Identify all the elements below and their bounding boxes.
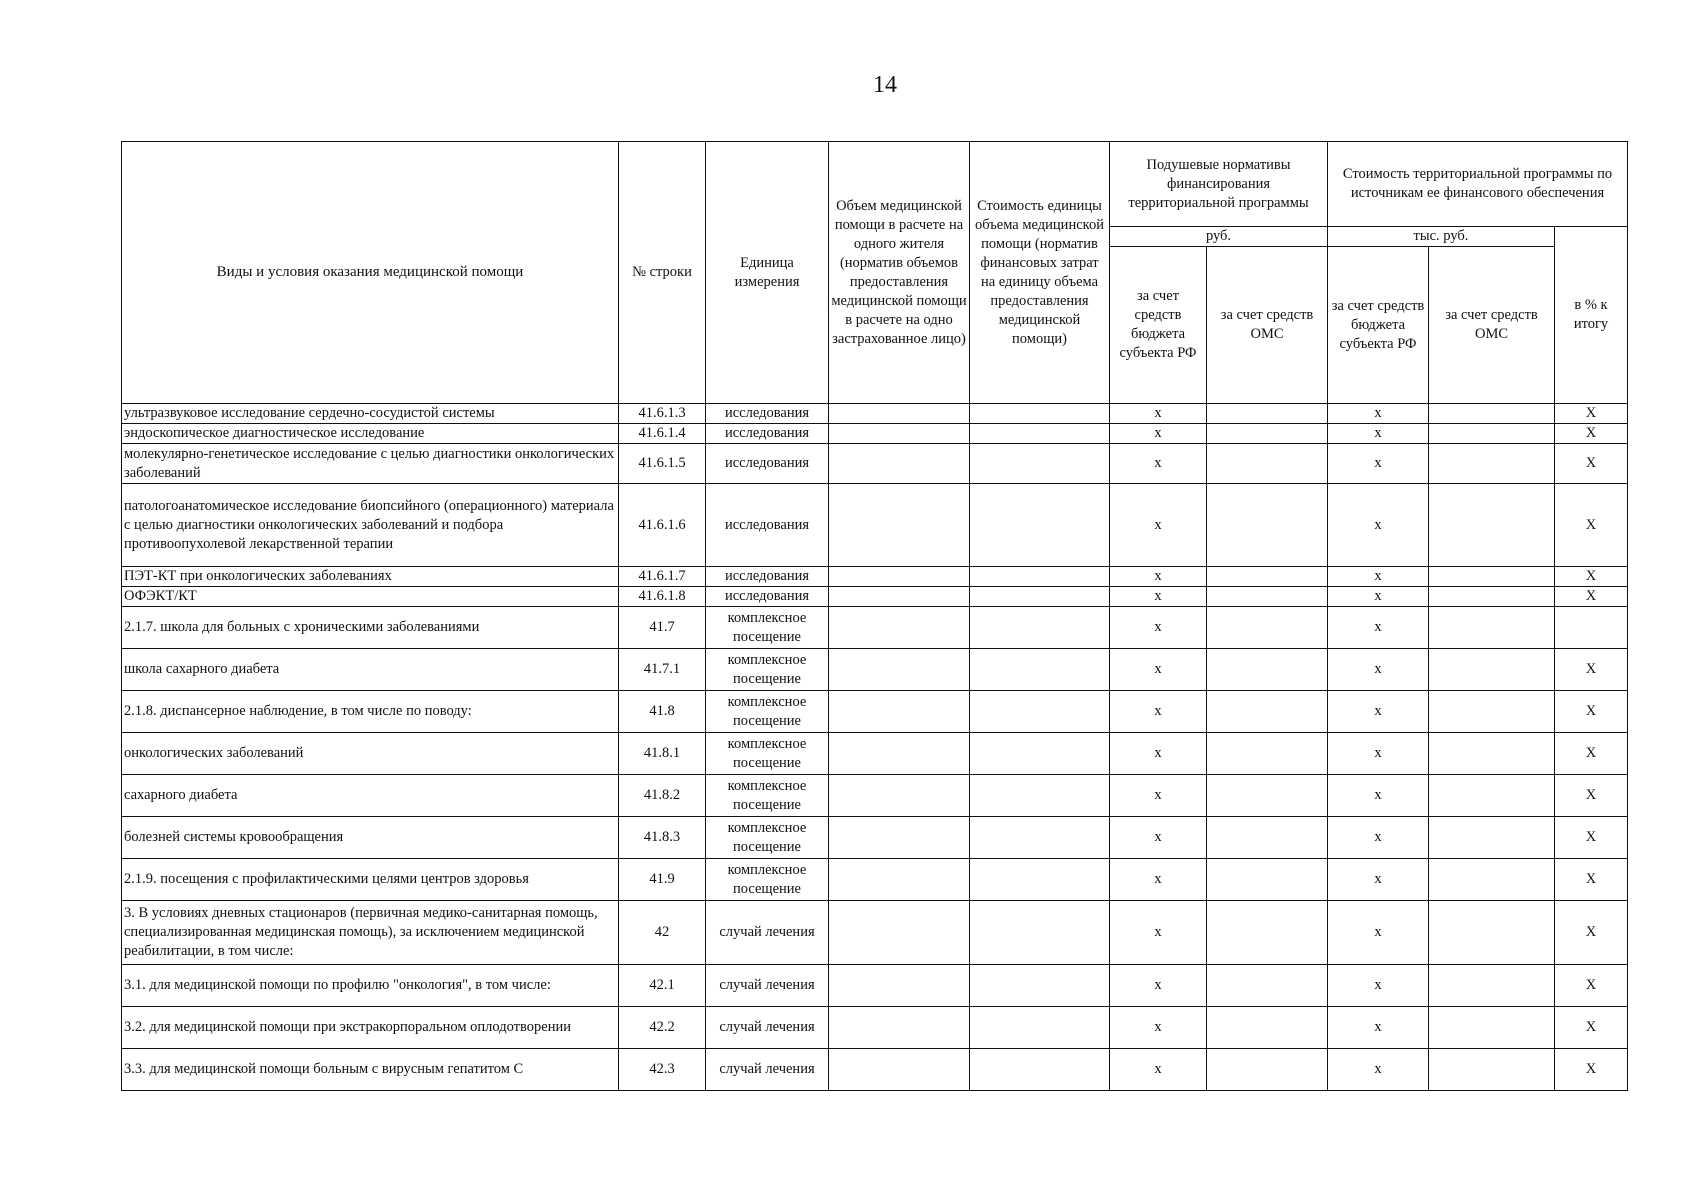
row-budget-thousand-cell: х [1328, 859, 1429, 901]
row-volume-cell [829, 424, 970, 444]
row-budget-thousand-cell: х [1328, 649, 1429, 691]
row-oms-rub-cell [1207, 691, 1328, 733]
row-budget-thousand-cell: х [1328, 691, 1429, 733]
row-unit-cell: исследования [706, 424, 829, 444]
row-oms-rub-cell [1207, 484, 1328, 567]
row-name-cell: 3.1. для медицинской помощи по профилю "онкология", в том числе: [122, 965, 619, 1007]
row-cost-cell [970, 691, 1110, 733]
row-cost-cell [970, 859, 1110, 901]
row-number-cell: 41.7.1 [619, 649, 706, 691]
table-row [122, 691, 1628, 733]
row-oms-thousand-cell [1429, 607, 1555, 649]
table-row [122, 1007, 1628, 1049]
row-percent-cell: Х [1555, 691, 1628, 733]
row-name-cell: 3. В условиях дневных стационаров (первичная медико-санитарная помощь, специализированная медицинская помощь), за исключением медицинской реабилитации, в том числе: [122, 901, 619, 965]
row-unit-cell: случай лечения [706, 901, 829, 965]
table-row [122, 424, 1628, 444]
row-cost-cell [970, 567, 1110, 587]
table-row [122, 1049, 1628, 1091]
row-oms-thousand-cell [1429, 587, 1555, 607]
row-percent-cell: Х [1555, 1049, 1628, 1091]
table-row [122, 607, 1628, 649]
row-cost-cell [970, 1049, 1110, 1091]
row-cost-cell [970, 587, 1110, 607]
row-number-cell: 41.6.1.7 [619, 567, 706, 587]
row-volume-cell [829, 817, 970, 859]
row-percent-cell: Х [1555, 965, 1628, 1007]
row-oms-rub-cell [1207, 965, 1328, 1007]
row-budget-rub-cell: х [1110, 424, 1207, 444]
row-oms-rub-cell [1207, 817, 1328, 859]
row-number-cell: 41.6.1.4 [619, 424, 706, 444]
row-volume-cell [829, 733, 970, 775]
row-percent-cell: Х [1555, 733, 1628, 775]
row-percent-cell: Х [1555, 859, 1628, 901]
header-total-cost: Стоимость территориальной программы по источникам ее финансового обеспечения [1328, 142, 1628, 227]
header-budget-rub: за счет средств бюджета субъекта РФ [1110, 247, 1207, 404]
row-budget-thousand-cell: х [1328, 775, 1429, 817]
row-volume-cell [829, 1049, 970, 1091]
row-cost-cell [970, 484, 1110, 567]
header-volume: Объем медицинской помощи в расчете на одного жителя (норматив объемов предоставления медицинской помощи в расчете на одно застрахованное лицо) [829, 142, 970, 404]
row-budget-rub-cell: х [1110, 587, 1207, 607]
row-number-cell: 41.6.1.8 [619, 587, 706, 607]
row-unit-cell: комплексное посещение [706, 775, 829, 817]
row-budget-thousand-cell: х [1328, 607, 1429, 649]
row-budget-thousand-cell: х [1328, 965, 1429, 1007]
row-oms-thousand-cell [1429, 691, 1555, 733]
header-row-no: № строки [619, 142, 706, 404]
row-oms-rub-cell [1207, 1007, 1328, 1049]
row-volume-cell [829, 649, 970, 691]
row-unit-cell: исследования [706, 404, 829, 424]
row-number-cell: 42 [619, 901, 706, 965]
row-number-cell: 42.1 [619, 965, 706, 1007]
row-name-cell: сахарного диабета [122, 775, 619, 817]
row-number-cell: 41.8 [619, 691, 706, 733]
row-volume-cell [829, 607, 970, 649]
row-oms-thousand-cell [1429, 1007, 1555, 1049]
row-number-cell: 42.3 [619, 1049, 706, 1091]
row-name-cell: ультразвуковое исследование сердечно-сосудистой системы [122, 404, 619, 424]
row-volume-cell [829, 691, 970, 733]
row-name-cell: патологоанатомическое исследование биопсийного (операционного) материала с целью диагностики онкологических заболеваний и подбора противоопухолевой лекарственной терапии [122, 484, 619, 567]
program-cost-table [121, 141, 1628, 1091]
row-oms-rub-cell [1207, 444, 1328, 484]
row-oms-rub-cell [1207, 567, 1328, 587]
row-unit-cell: исследования [706, 587, 829, 607]
row-name-cell: 3.2. для медицинской помощи при экстракорпоральном оплодотворении [122, 1007, 619, 1049]
row-number-cell: 41.6.1.5 [619, 444, 706, 484]
row-cost-cell [970, 1007, 1110, 1049]
row-budget-rub-cell: х [1110, 733, 1207, 775]
row-budget-rub-cell: х [1110, 775, 1207, 817]
row-name-cell: ОФЭКТ/КТ [122, 587, 619, 607]
row-percent-cell: Х [1555, 649, 1628, 691]
row-number-cell: 41.9 [619, 859, 706, 901]
row-percent-cell: Х [1555, 901, 1628, 965]
row-budget-rub-cell: х [1110, 444, 1207, 484]
row-budget-rub-cell: х [1110, 691, 1207, 733]
table-row [122, 859, 1628, 901]
row-budget-rub-cell: х [1110, 607, 1207, 649]
row-volume-cell [829, 901, 970, 965]
row-unit-cell: комплексное посещение [706, 607, 829, 649]
row-oms-thousand-cell [1429, 859, 1555, 901]
row-number-cell: 41.8.2 [619, 775, 706, 817]
row-percent-cell [1555, 607, 1628, 649]
header-per-capita: Подушевые нормативы финансирования территориальной программы [1110, 142, 1328, 227]
header-budget-thousand: за счет средств бюджета субъекта РФ [1328, 247, 1429, 404]
row-unit-cell: случай лечения [706, 1049, 829, 1091]
row-name-cell: школа сахарного диабета [122, 649, 619, 691]
row-name-cell: эндоскопическое диагностическое исследование [122, 424, 619, 444]
header-oms-rub: за счет средств ОМС [1207, 247, 1328, 404]
row-budget-thousand-cell: х [1328, 424, 1429, 444]
row-budget-rub-cell: х [1110, 965, 1207, 1007]
row-oms-rub-cell [1207, 587, 1328, 607]
table-body [122, 404, 1628, 1091]
row-oms-thousand-cell [1429, 567, 1555, 587]
header-name: Виды и условия оказания медицинской помощи [122, 142, 619, 404]
row-number-cell: 42.2 [619, 1007, 706, 1049]
row-cost-cell [970, 444, 1110, 484]
row-oms-thousand-cell [1429, 424, 1555, 444]
row-name-cell: онкологических заболеваний [122, 733, 619, 775]
row-oms-rub-cell [1207, 649, 1328, 691]
row-budget-thousand-cell: х [1328, 587, 1429, 607]
row-oms-rub-cell [1207, 859, 1328, 901]
table-row [122, 587, 1628, 607]
row-percent-cell: Х [1555, 817, 1628, 859]
row-budget-rub-cell: х [1110, 1007, 1207, 1049]
row-name-cell: болезней системы кровообращения [122, 817, 619, 859]
row-unit-cell: исследования [706, 444, 829, 484]
table-row [122, 444, 1628, 484]
table-row [122, 567, 1628, 587]
row-budget-rub-cell: х [1110, 567, 1207, 587]
row-unit-cell: комплексное посещение [706, 733, 829, 775]
row-cost-cell [970, 775, 1110, 817]
row-cost-cell [970, 649, 1110, 691]
row-unit-cell: комплексное посещение [706, 649, 829, 691]
row-budget-thousand-cell: х [1328, 733, 1429, 775]
row-volume-cell [829, 775, 970, 817]
row-oms-rub-cell [1207, 733, 1328, 775]
row-number-cell: 41.7 [619, 607, 706, 649]
row-oms-thousand-cell [1429, 1049, 1555, 1091]
table-row [122, 901, 1628, 965]
row-unit-cell: случай лечения [706, 1007, 829, 1049]
row-number-cell: 41.8.1 [619, 733, 706, 775]
header-oms-thousand: за счет средств ОМС [1429, 247, 1555, 404]
row-unit-cell: случай лечения [706, 965, 829, 1007]
table-row [122, 817, 1628, 859]
row-name-cell: 2.1.8. диспансерное наблюдение, в том числе по поводу: [122, 691, 619, 733]
row-cost-cell [970, 424, 1110, 444]
header-unit-rub: руб. [1110, 227, 1328, 247]
row-oms-thousand-cell [1429, 404, 1555, 424]
row-unit-cell: комплексное посещение [706, 817, 829, 859]
row-budget-rub-cell: х [1110, 817, 1207, 859]
table-row [122, 733, 1628, 775]
row-unit-cell: исследования [706, 484, 829, 567]
row-percent-cell: Х [1555, 775, 1628, 817]
table-row [122, 404, 1628, 424]
row-budget-rub-cell: х [1110, 1049, 1207, 1091]
row-volume-cell [829, 587, 970, 607]
row-oms-thousand-cell [1429, 649, 1555, 691]
row-unit-cell: комплексное посещение [706, 691, 829, 733]
row-oms-rub-cell [1207, 775, 1328, 817]
row-budget-rub-cell: х [1110, 484, 1207, 567]
row-cost-cell [970, 733, 1110, 775]
row-volume-cell [829, 484, 970, 567]
row-budget-thousand-cell: х [1328, 817, 1429, 859]
row-unit-cell: комплексное посещение [706, 859, 829, 901]
row-cost-cell [970, 901, 1110, 965]
row-oms-thousand-cell [1429, 733, 1555, 775]
table-row [122, 484, 1628, 567]
row-budget-rub-cell: х [1110, 859, 1207, 901]
table-row [122, 649, 1628, 691]
row-cost-cell [970, 404, 1110, 424]
table-row [122, 965, 1628, 1007]
row-volume-cell [829, 444, 970, 484]
row-oms-rub-cell [1207, 1049, 1328, 1091]
header-percent: в % к итогу [1555, 227, 1628, 404]
row-oms-thousand-cell [1429, 444, 1555, 484]
row-budget-thousand-cell: х [1328, 1049, 1429, 1091]
row-name-cell: 3.3. для медицинской помощи больным с вирусным гепатитом С [122, 1049, 619, 1091]
row-oms-rub-cell [1207, 424, 1328, 444]
row-oms-rub-cell [1207, 404, 1328, 424]
row-name-cell: ПЭТ-КТ при онкологических заболеваниях [122, 567, 619, 587]
row-name-cell: 2.1.7. школа для больных с хроническими заболеваниями [122, 607, 619, 649]
row-percent-cell: Х [1555, 444, 1628, 484]
row-volume-cell [829, 1007, 970, 1049]
row-oms-rub-cell [1207, 607, 1328, 649]
row-number-cell: 41.6.1.6 [619, 484, 706, 567]
row-oms-thousand-cell [1429, 965, 1555, 1007]
row-volume-cell [829, 859, 970, 901]
row-unit-cell: исследования [706, 567, 829, 587]
row-budget-thousand-cell: х [1328, 1007, 1429, 1049]
table-row [122, 775, 1628, 817]
row-volume-cell [829, 965, 970, 1007]
row-oms-thousand-cell [1429, 817, 1555, 859]
row-percent-cell: Х [1555, 1007, 1628, 1049]
row-oms-thousand-cell [1429, 484, 1555, 567]
header-unit: Единица измерения [706, 142, 829, 404]
row-oms-thousand-cell [1429, 775, 1555, 817]
row-budget-thousand-cell: х [1328, 901, 1429, 965]
row-volume-cell [829, 567, 970, 587]
row-budget-thousand-cell: х [1328, 567, 1429, 587]
row-percent-cell: Х [1555, 567, 1628, 587]
row-percent-cell: Х [1555, 424, 1628, 444]
row-cost-cell [970, 965, 1110, 1007]
row-number-cell: 41.6.1.3 [619, 404, 706, 424]
header-unit-thousand-rub: тыс. руб. [1328, 227, 1555, 247]
row-percent-cell: Х [1555, 404, 1628, 424]
header-cost: Стоимость единицы объема медицинской помощи (норматив финансовых затрат на единицу объема предоставления медицинской помощи) [970, 142, 1110, 404]
row-number-cell: 41.8.3 [619, 817, 706, 859]
row-budget-thousand-cell: х [1328, 404, 1429, 424]
row-cost-cell [970, 817, 1110, 859]
page-number: 14 [873, 72, 897, 98]
row-budget-thousand-cell: х [1328, 444, 1429, 484]
row-budget-rub-cell: х [1110, 404, 1207, 424]
row-name-cell: 2.1.9. посещения с профилактическими целями центров здоровья [122, 859, 619, 901]
row-name-cell: молекулярно-генетическое исследование с целью диагностики онкологических заболеваний [122, 444, 619, 484]
row-percent-cell: Х [1555, 587, 1628, 607]
row-oms-rub-cell [1207, 901, 1328, 965]
table-header [122, 142, 1628, 404]
row-budget-rub-cell: х [1110, 901, 1207, 965]
row-percent-cell: Х [1555, 484, 1628, 567]
row-oms-thousand-cell [1429, 901, 1555, 965]
row-volume-cell [829, 404, 970, 424]
row-budget-rub-cell: х [1110, 649, 1207, 691]
row-cost-cell [970, 607, 1110, 649]
row-budget-thousand-cell: х [1328, 484, 1429, 567]
